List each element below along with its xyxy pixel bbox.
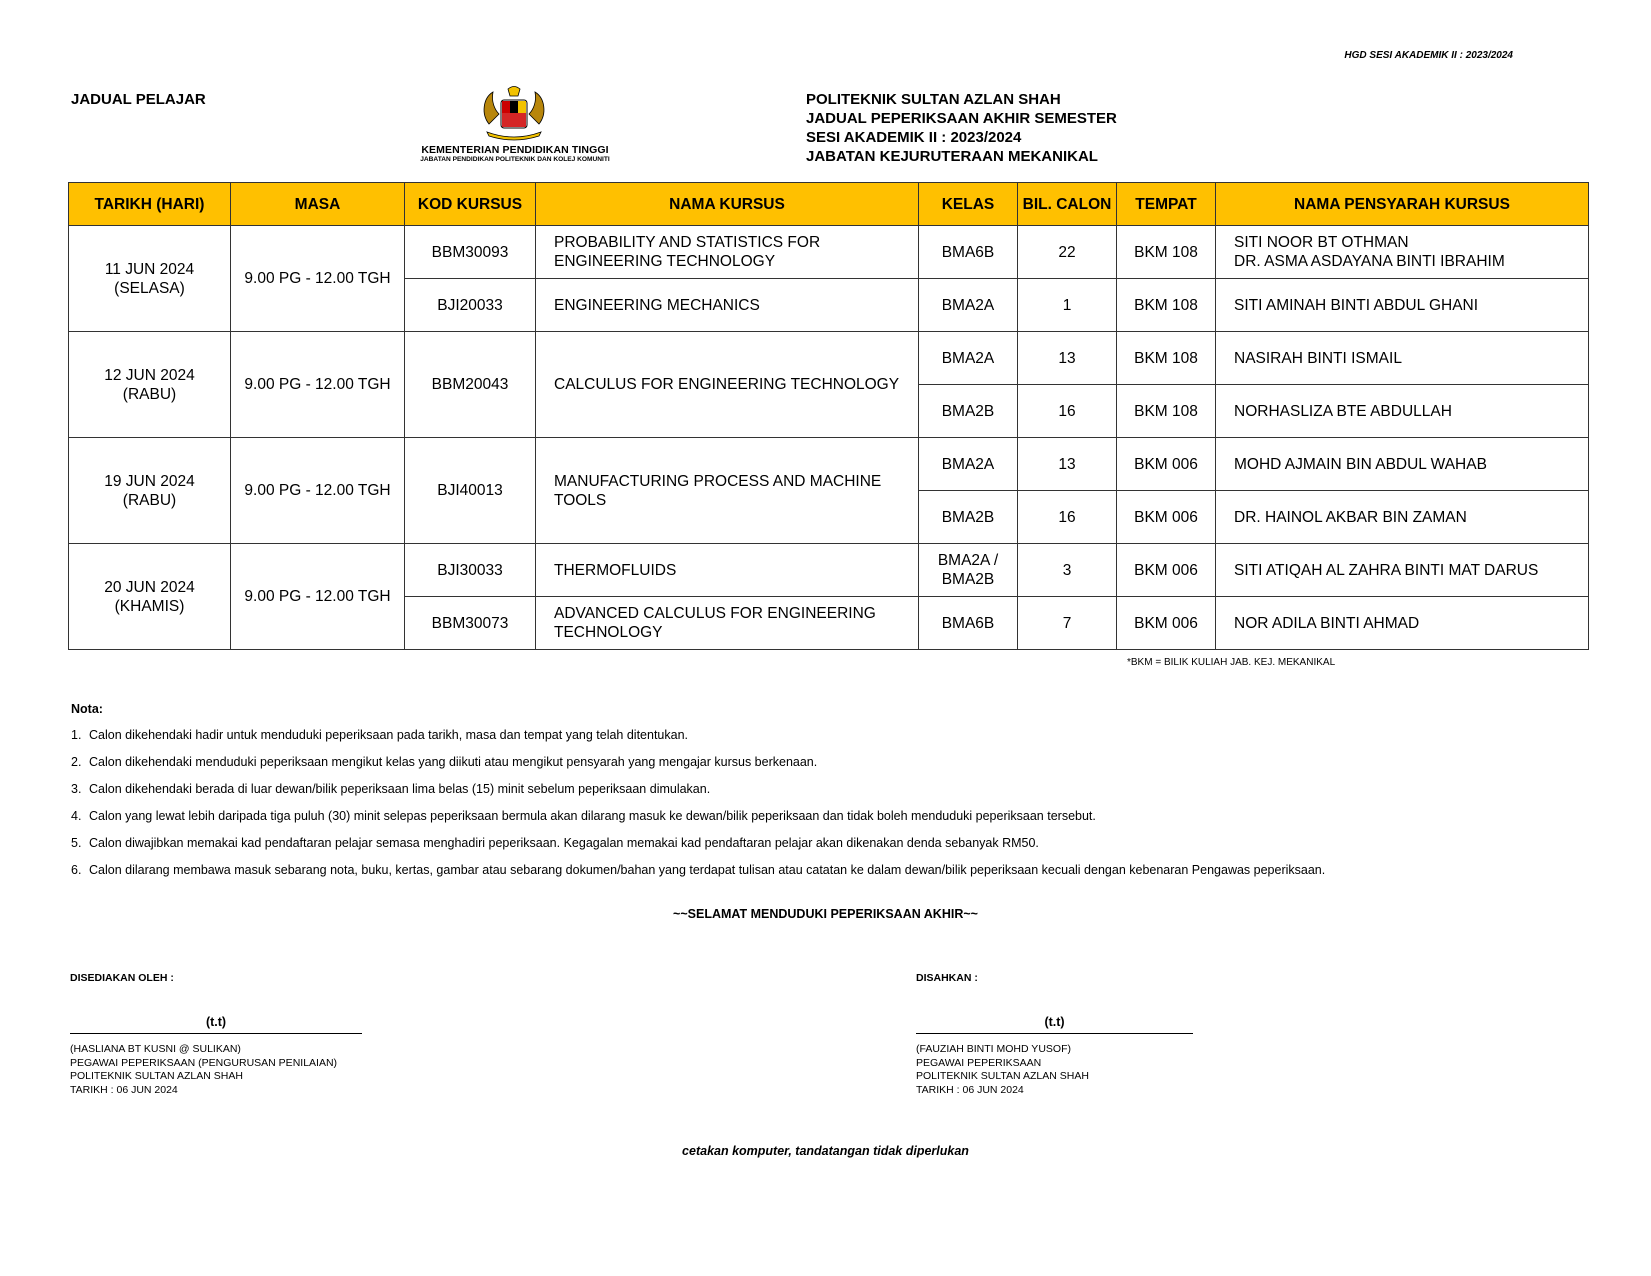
col-header-time: MASA <box>231 183 405 226</box>
note-item: 1. Calon dikehendaki hadir untuk menduduki peperiksaan pada tarikh, masa dan tempat yang telah ditentukan. <box>71 728 689 742</box>
lecturer-cell <box>1216 226 1589 279</box>
venue-cell: BKM 108 <box>1117 385 1216 438</box>
course-name-cell: MANUFACTURING PROCESS AND MACHINE TOOLS <box>536 438 919 544</box>
candidates-cell: 7 <box>1018 597 1117 650</box>
class-cell: BMA2A <box>919 438 1018 491</box>
exam-date: 12 JUN 2024 <box>104 366 195 384</box>
exam-date: 20 JUN 2024 <box>104 578 195 596</box>
exam-day: (RABU) <box>122 385 177 403</box>
greeting-message: ~~SELAMAT MENDUDUKI PEPERIKSAAN AKHIR~~ <box>673 907 978 921</box>
prepared-by-heading: DISEDIAKAN OLEH : <box>70 972 174 984</box>
course-name-cell: ENGINEERING MECHANICS <box>536 279 919 332</box>
note-text: Calon yang lewat lebih daripada tiga puluh (30) minit selepas peperiksaan bermula akan dilarang masuk ke dewan/bilik peperiksaan dan tidak boleh menduduki peperiksaan tersebut. <box>89 809 1096 823</box>
venue-cell: BKM 006 <box>1117 438 1216 491</box>
table-row <box>69 332 1589 385</box>
exam-day: (KHAMIS) <box>114 597 185 615</box>
venue-footnote: *BKM = BILIK KULIAH JAB. KEJ. MEKANIKAL <box>1127 657 1336 668</box>
prepared-by-block <box>70 972 380 1102</box>
venue-cell: BKM 108 <box>1117 226 1216 279</box>
course-name-cell: THERMOFLUIDS <box>536 544 919 597</box>
class-cell: BMA2A / BMA2B <box>919 544 1018 597</box>
lecturer-name: DR. ASMA ASDAYANA BINTI IBRAHIM <box>1234 253 1505 270</box>
approved-by-position: PEGAWAI PEPERIKSAAN <box>916 1056 1042 1069</box>
signature-line <box>916 1033 1193 1034</box>
venue-cell: BKM 006 <box>1117 491 1216 544</box>
prepared-by-details <box>70 1043 337 1097</box>
document-reference: HGD SESI AKADEMIK II : 2023/2024 <box>1344 50 1513 61</box>
note-item: 2. Calon dikehendaki menduduki peperiksaan mengikut kelas yang diikuti atau mengikut pensyarah yang mengajar kursus berkenaan. <box>71 755 818 769</box>
signature-line <box>70 1033 362 1034</box>
time-cell: 9.00 PG - 12.00 TGH <box>231 226 405 332</box>
approved-by-details <box>916 1043 1089 1097</box>
prepared-by-name: (HASLIANA BT KUSNI @ SULIKAN) <box>70 1043 241 1055</box>
col-header-venue: TEMPAT <box>1117 183 1216 226</box>
date-cell <box>69 226 231 332</box>
schedule-label: JADUAL PELAJAR <box>71 91 206 108</box>
note-text: Calon dikehendaki menduduki peperiksaan mengikut kelas yang diikuti atau mengikut pensyarah yang mengajar kursus berkenaan. <box>89 755 818 769</box>
course-code-cell: BJI40013 <box>405 438 536 544</box>
exam-date: 19 JUN 2024 <box>104 472 195 490</box>
lecturer-cell: NORHASLIZA BTE ABDULLAH <box>1216 385 1589 438</box>
date-cell <box>69 438 231 544</box>
venue-cell: BKM 108 <box>1117 279 1216 332</box>
note-item: 6. Calon dilarang membawa masuk sebarang nota, buku, kertas, gambar atau sebarang dokumen/bahan yang terdapat tulisan atau catatan ke dalam dewan/bilik peperiksaan kecuali dengan kebenaran Pengawas peperiksaan. <box>71 863 1326 877</box>
venue-cell: BKM 108 <box>1117 332 1216 385</box>
prepared-by-institution: POLITEKNIK SULTAN AZLAN SHAH <box>70 1070 243 1082</box>
institution-name: POLITEKNIK SULTAN AZLAN SHAH <box>806 91 1061 108</box>
approved-by-block <box>916 972 1216 1102</box>
course-code-cell: BJI20033 <box>405 279 536 332</box>
col-header-lecturer: NAMA PENSYARAH KURSUS <box>1216 183 1589 226</box>
note-text: Calon diwajibkan memakai kad pendaftaran pelajar semasa menghadiri peperiksaan. Kegagalan memakai kad pendaftaran pelajar akan dikenakan denda sebanyak RM50. <box>89 836 1039 850</box>
course-name-cell: PROBABILITY AND STATISTICS FOR ENGINEERING TECHNOLOGY <box>536 226 919 279</box>
candidates-cell: 13 <box>1018 438 1117 491</box>
course-name-cell: ADVANCED CALCULUS FOR ENGINEERING TECHNOLOGY <box>536 597 919 650</box>
table-row <box>69 544 1589 597</box>
table-row <box>69 438 1589 491</box>
approved-by-heading: DISAHKAN : <box>916 972 978 984</box>
exam-date: 11 JUN 2024 <box>104 260 195 278</box>
time-cell: 9.00 PG - 12.00 TGH <box>231 438 405 544</box>
lecturer-cell: NASIRAH BINTI ISMAIL <box>1216 332 1589 385</box>
note-text: Calon dikehendaki hadir untuk menduduki peperiksaan pada tarikh, masa dan tempat yang telah ditentukan. <box>89 728 689 742</box>
lecturer-cell: SITI AMINAH BINTI ABDUL GHANI <box>1216 279 1589 332</box>
col-header-class: KELAS <box>919 183 1018 226</box>
lecturer-cell: NOR ADILA BINTI AHMAD <box>1216 597 1589 650</box>
class-cell: BMA2B <box>919 385 1018 438</box>
note-item: 5. Calon diwajibkan memakai kad pendaftaran pelajar semasa menghadiri peperiksaan. Kegagalan memakai kad pendaftaran pelajar akan dikenakan denda sebanyak RM50. <box>71 836 1039 850</box>
course-code-cell: BJI30033 <box>405 544 536 597</box>
approved-by-date: TARIKH : 06 JUN 2024 <box>916 1083 1024 1096</box>
time-cell: 9.00 PG - 12.00 TGH <box>231 544 405 650</box>
class-cell: BMA6B <box>919 226 1018 279</box>
ministry-block <box>385 144 645 163</box>
note-item: 4. Calon yang lewat lebih daripada tiga puluh (30) minit selepas peperiksaan bermula akan dilarang masuk ke dewan/bilik peperiksaan dan tidak boleh menduduki peperiksaan tersebut. <box>71 809 1096 823</box>
note-text: Calon dikehendaki berada di luar dewan/bilik peperiksaan lima belas (15) minit sebelum peperiksaan dimulakan. <box>89 782 711 796</box>
candidates-cell: 16 <box>1018 385 1117 438</box>
table-header-row <box>69 183 1589 226</box>
lecturer-cell: SITI ATIQAH AL ZAHRA BINTI MAT DARUS <box>1216 544 1589 597</box>
candidates-cell: 22 <box>1018 226 1117 279</box>
approved-by-mark: (t.t) <box>1044 1015 1065 1029</box>
course-code-cell: BBM20043 <box>405 332 536 438</box>
academic-session: SESI AKADEMIK II : 2023/2024 <box>806 129 1022 146</box>
malaysia-crest-icon <box>475 84 553 142</box>
department-name: JABATAN PENDIDIKAN POLITEKNIK DAN KOLEJ KOMUNITI <box>420 156 610 163</box>
venue-cell: BKM 006 <box>1117 597 1216 650</box>
lecturer-cell: DR. HAINOL AKBAR BIN ZAMAN <box>1216 491 1589 544</box>
prepared-by-date: TARIKH : 06 JUN 2024 <box>70 1083 178 1096</box>
date-cell <box>69 332 231 438</box>
course-name-cell: CALCULUS FOR ENGINEERING TECHNOLOGY <box>536 332 919 438</box>
col-header-candidates: BIL. CALON <box>1018 183 1117 226</box>
candidates-cell: 3 <box>1018 544 1117 597</box>
class-cell: BMA2A <box>919 332 1018 385</box>
time-cell: 9.00 PG - 12.00 TGH <box>231 332 405 438</box>
course-code-cell: BBM30093 <box>405 226 536 279</box>
prepared-by-position: PEGAWAI PEPERIKSAAN (PENGURUSAN PENILAIAN) <box>70 1056 338 1069</box>
table-row <box>69 226 1589 279</box>
venue-cell: BKM 006 <box>1117 544 1216 597</box>
class-cell: BMA2B <box>919 491 1018 544</box>
title-block <box>806 90 1117 166</box>
prepared-by-mark: (t.t) <box>205 1015 227 1029</box>
note-item: 3. Calon dikehendaki berada di luar dewan/bilik peperiksaan lima belas (15) minit sebelum peperiksaan dimulakan. <box>71 782 711 796</box>
approved-by-institution: POLITEKNIK SULTAN AZLAN SHAH <box>916 1070 1089 1082</box>
col-header-course-code: KOD KURSUS <box>405 183 536 226</box>
lecturer-name: SITI NOOR BT OTHMAN <box>1234 234 1409 251</box>
candidates-cell: 13 <box>1018 332 1117 385</box>
exam-day: (SELASA) <box>114 279 185 297</box>
note-text: Calon dilarang membawa masuk sebarang nota, buku, kertas, gambar atau sebarang dokumen/bahan yang terdapat tulisan atau catatan ke dalam dewan/bilik peperiksaan kecuali dengan kebenaran Pengawas peperiksaan. <box>89 863 1326 877</box>
class-cell: BMA2A <box>919 279 1018 332</box>
schedule-title: JADUAL PEPERIKSAAN AKHIR SEMESTER <box>806 110 1117 127</box>
lecturer-cell: MOHD AJMAIN BIN ABDUL WAHAB <box>1216 438 1589 491</box>
date-cell <box>69 544 231 650</box>
exam-day: (RABU) <box>122 491 177 509</box>
col-header-course-name: NAMA KURSUS <box>536 183 919 226</box>
course-code-cell: BBM30073 <box>405 597 536 650</box>
notes-heading: Nota: <box>71 702 103 716</box>
exam-schedule-table <box>68 182 1589 650</box>
candidates-cell: 1 <box>1018 279 1117 332</box>
computer-print-footer: cetakan komputer, tandatangan tidak diperlukan <box>682 1144 969 1158</box>
ministry-name: KEMENTERIAN PENDIDIKAN TINGGI <box>421 144 609 156</box>
candidates-cell: 16 <box>1018 491 1117 544</box>
approved-by-name: (FAUZIAH BINTI MOHD YUSOF) <box>916 1043 1071 1055</box>
department-title: JABATAN KEJURUTERAAN MEKANIKAL <box>806 148 1098 165</box>
class-cell: BMA6B <box>919 597 1018 650</box>
col-header-date: TARIKH (HARI) <box>69 183 231 226</box>
notes-section <box>71 702 1581 890</box>
